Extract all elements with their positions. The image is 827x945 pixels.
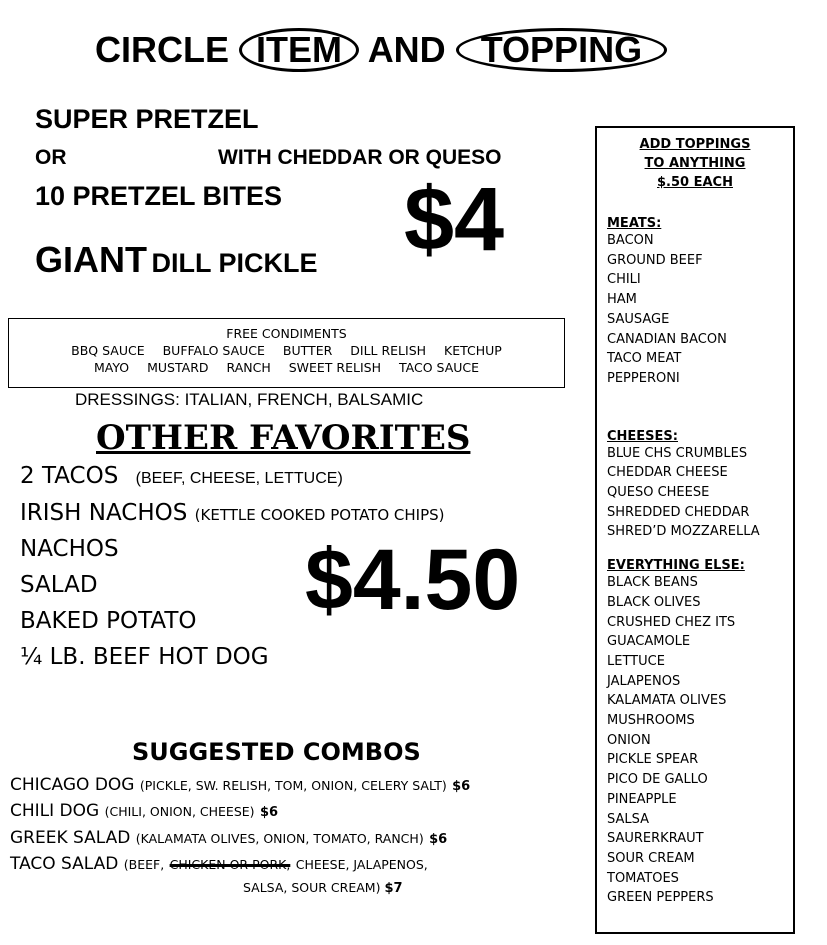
cheeses-list [607,444,793,543]
list-item: PINEAPPLE [607,791,677,807]
combo-chili-dog [10,801,278,821]
everything-else-title: EVERYTHING ELSE: [607,558,745,574]
dill-pickle-word: DILL PICKLE [151,248,318,278]
fav-item-name: IRISH NACHOS [20,500,188,526]
list-item: CHEDDAR CHEESE [607,465,728,481]
combo-name: GREEK SALAD [10,828,131,848]
everything-else-list [607,573,793,908]
combo-name: CHICAGO DOG [10,775,135,795]
combo-chicago-dog [10,775,470,795]
combo-note: SALSA, SOUR CREAM) [243,880,381,895]
combo-note: (CHILI, ONION, CHEESE) [104,804,255,819]
or-text: OR [35,146,67,169]
fav-item-nachos: NACHOS [20,536,119,562]
title-item-word: ITEM [239,28,359,72]
dressings-text: DRESSINGS: ITALIAN, FRENCH, BALSAMIC [75,390,424,409]
giant-word: GIANT [35,239,147,280]
list-item: TOMATOES [607,870,679,886]
fav-item-tacos [20,463,343,489]
list-item: BACON [607,233,654,248]
list-item: PEPPERONI [607,370,680,386]
condiment-item: TACO SAUCE [398,360,480,375]
list-item: CRUSHED CHEZ ITS [607,614,736,630]
page-title [95,28,667,72]
meats-list [607,231,793,389]
list-item: SAUSAGE [607,311,670,327]
price-four: $4 [404,170,505,270]
list-item: SALSA [607,811,650,827]
fav-item-baked-potato: BAKED POTATO [20,608,197,634]
list-item: JALAPENOS [607,673,681,689]
condiment-item: KETCHUP [444,343,502,358]
with-cheddar-text: WITH CHEDDAR OR QUESO [218,146,502,169]
list-item: CHILI [607,272,641,288]
list-item: PICO DE GALLO [607,772,708,788]
condiment-item: MUSTARD [147,360,209,375]
list-item: SOUR CREAM [607,850,695,866]
condiment-item: DILL RELISH [350,343,427,358]
fav-item-note: (BEEF, CHEESE, LETTUCE) [135,470,343,487]
cheeses-title: CHEESES: [607,428,678,444]
meats-title: MEATS: [607,216,662,231]
list-item: GREEN PEPPERS [607,890,714,906]
condiment-item: SWEET RELISH [288,360,381,375]
condiments-row-1 [9,342,564,359]
list-item: ONION [607,732,651,748]
super-pretzel: SUPER PRETZEL [35,104,259,134]
combo-price: $6 [429,832,448,847]
list-item: QUESO CHEESE [607,485,710,501]
title-topping-word: TOPPING [456,28,667,72]
list-item: PICKLE SPEAR [607,752,699,768]
list-item: GUACAMOLE [607,634,691,650]
toppings-header-line: ADD TOPPINGS [639,137,751,152]
condiment-item: RANCH [226,360,271,375]
title-circle-word: CIRCLE [95,29,229,70]
combo-note: (BEEF, [123,857,165,872]
list-item: KALAMATA OLIVES [607,693,727,709]
condiments-title: FREE CONDIMENTS [226,326,347,341]
condiments-box [8,318,565,388]
title-and-word: AND [367,29,446,70]
combo-taco-salad [10,854,428,874]
combo-note: CHEESE, JALAPENOS, [295,857,428,872]
combo-name: CHILI DOG [10,801,100,821]
toppings-header [597,135,793,192]
combo-greek-salad [10,828,447,848]
list-item: SHRED’D MOZZARELLA [607,524,760,540]
list-item: BLACK BEANS [607,575,698,591]
combo-price: $7 [384,881,403,896]
list-item: LETTUCE [607,653,665,669]
pretzel-bites: 10 PRETZEL BITES [35,181,283,211]
condiment-item: BUTTER [282,343,333,358]
list-item: HAM [607,292,637,308]
fav-item-irish-nachos [20,500,445,526]
fav-item-hot-dog: ¼ LB. BEEF HOT DOG [20,644,269,670]
fav-item-note: (KETTLE COOKED POTATO CHIPS) [194,506,445,524]
combo-taco-salad-line-2 [243,880,403,896]
list-item: GROUND BEEF [607,252,703,268]
toppings-header-line: TO ANYTHING [644,156,746,171]
list-item: BLACK OLIVES [607,594,701,610]
combos-title: SUGGESTED COMBOS [132,738,421,766]
giant-dill-pickle [35,239,317,281]
list-item: MUSHROOMS [607,713,695,729]
condiment-item: BUFFALO SAUCE [162,343,265,358]
combo-note: (KALAMATA OLIVES, ONION, TOMATO, RANCH) [135,831,424,846]
combo-name: TACO SALAD [10,854,119,874]
combo-price: $6 [452,779,471,794]
fav-item-salad: SALAD [20,572,98,598]
list-item: CANADIAN BACON [607,331,727,347]
list-item: SHREDDED CHEDDAR [607,504,750,520]
toppings-header-line: $.50 EACH [657,175,733,190]
condiment-item: MAYO [93,360,130,375]
other-favorites-title: OTHER FAVORITES [96,418,471,458]
list-item: BLUE CHS CRUMBLES [607,445,748,461]
combo-note-struck: CHICKEN OR PORK, [169,857,291,872]
price-four-fifty: $4.50 [305,532,521,628]
condiments-row-2 [9,359,564,376]
combo-note: (PICKLE, SW. RELISH, TOM, ONION, CELERY SALT) [139,778,447,793]
list-item: TACO MEAT [607,351,682,367]
list-item: SAURERKRAUT [607,831,704,847]
combo-price: $6 [259,805,279,820]
condiment-item: BBQ SAUCE [71,343,145,358]
toppings-box [595,126,795,934]
fav-item-name: 2 TACOS [20,463,119,489]
